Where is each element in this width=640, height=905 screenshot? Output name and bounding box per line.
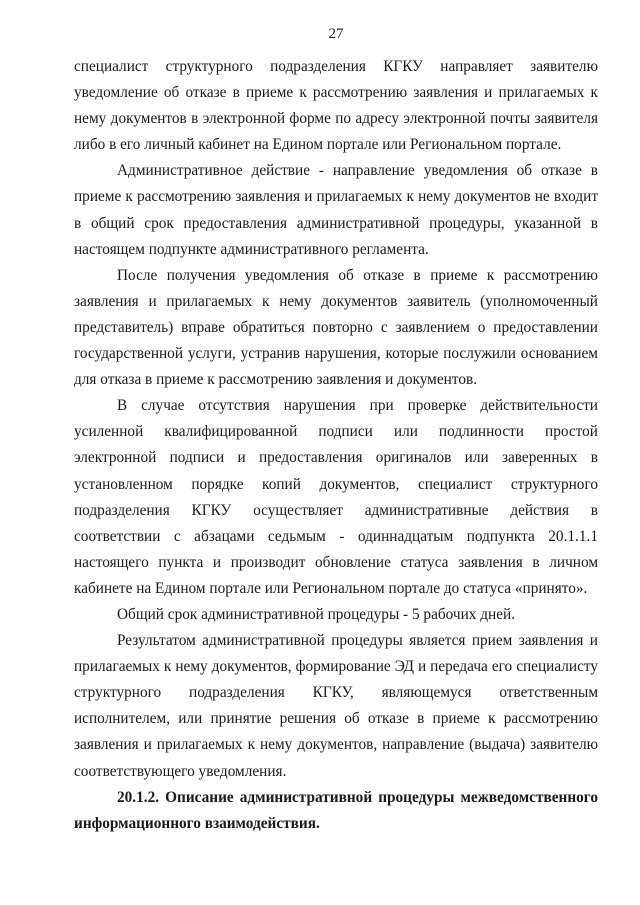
page-number: 27	[328, 26, 344, 42]
paragraph-2: Административное действие - направление уведомления об отказе в приеме к рассмотрению заявления и прилагаемых к нему документов не входит в общий срок предоставления административной процедуры, указанной в настоящем подпункте административного регламента.	[74, 162, 598, 258]
paragraph-3: После получения уведомления об отказе в приеме к рассмотрению заявления и прилагаемых к нему документов заявитель (уполномоченный представитель) вправе обратиться повторно с заявлением о предоставлении государственной услуги, устранив нарушения, которые послужили основанием для отказа в приеме к рассмотрению заявления и документов.	[74, 266, 598, 389]
paragraph-6: Результатом административной процедуры является прием заявления и прилагаемых к нему документов, формирование ЭД и передача его специалисту структурного подразделения КГКУ, являющемуся ответственным исполнителем, или принятие решения об отказе в приеме к рассмотрению заявления и прилагаемых к нему документов, направление (выдача) заявителю соответствующего уведомления.	[74, 632, 598, 780]
paragraph-5: Общий срок административной процедуры - 5 рабочих дней.	[117, 605, 516, 623]
paragraph-4: В случае отсутствия нарушения при проверке действительности усиленной квалифицированной подписи или подлинности простой электронной подписи и предоставления оригиналов или заверенных в установленном порядке копий документов, специалист структурного подразделения КГКУ осуществляет административные действия в соответствии с абзацами седьмым - одиннадцатым подпункта 20.1.1.1 настоящего пункта и производит обновление статуса заявления в личном кабинете на Едином портале или Региональном портале до статуса «принято».	[74, 397, 598, 597]
paragraph-1: специалист структурного подразделения КГКУ направляет заявителю уведомление об отказе в приеме к рассмотрению заявления и прилагаемых к нему документов в электронной форме по адресу электронной почты заявителя либо в его личный кабинет на Едином портале или Региональном портале.	[74, 58, 598, 154]
section-heading: 20.1.2. Описание административной процедуры межведомственного информационного взаимодействия.	[74, 788, 598, 832]
